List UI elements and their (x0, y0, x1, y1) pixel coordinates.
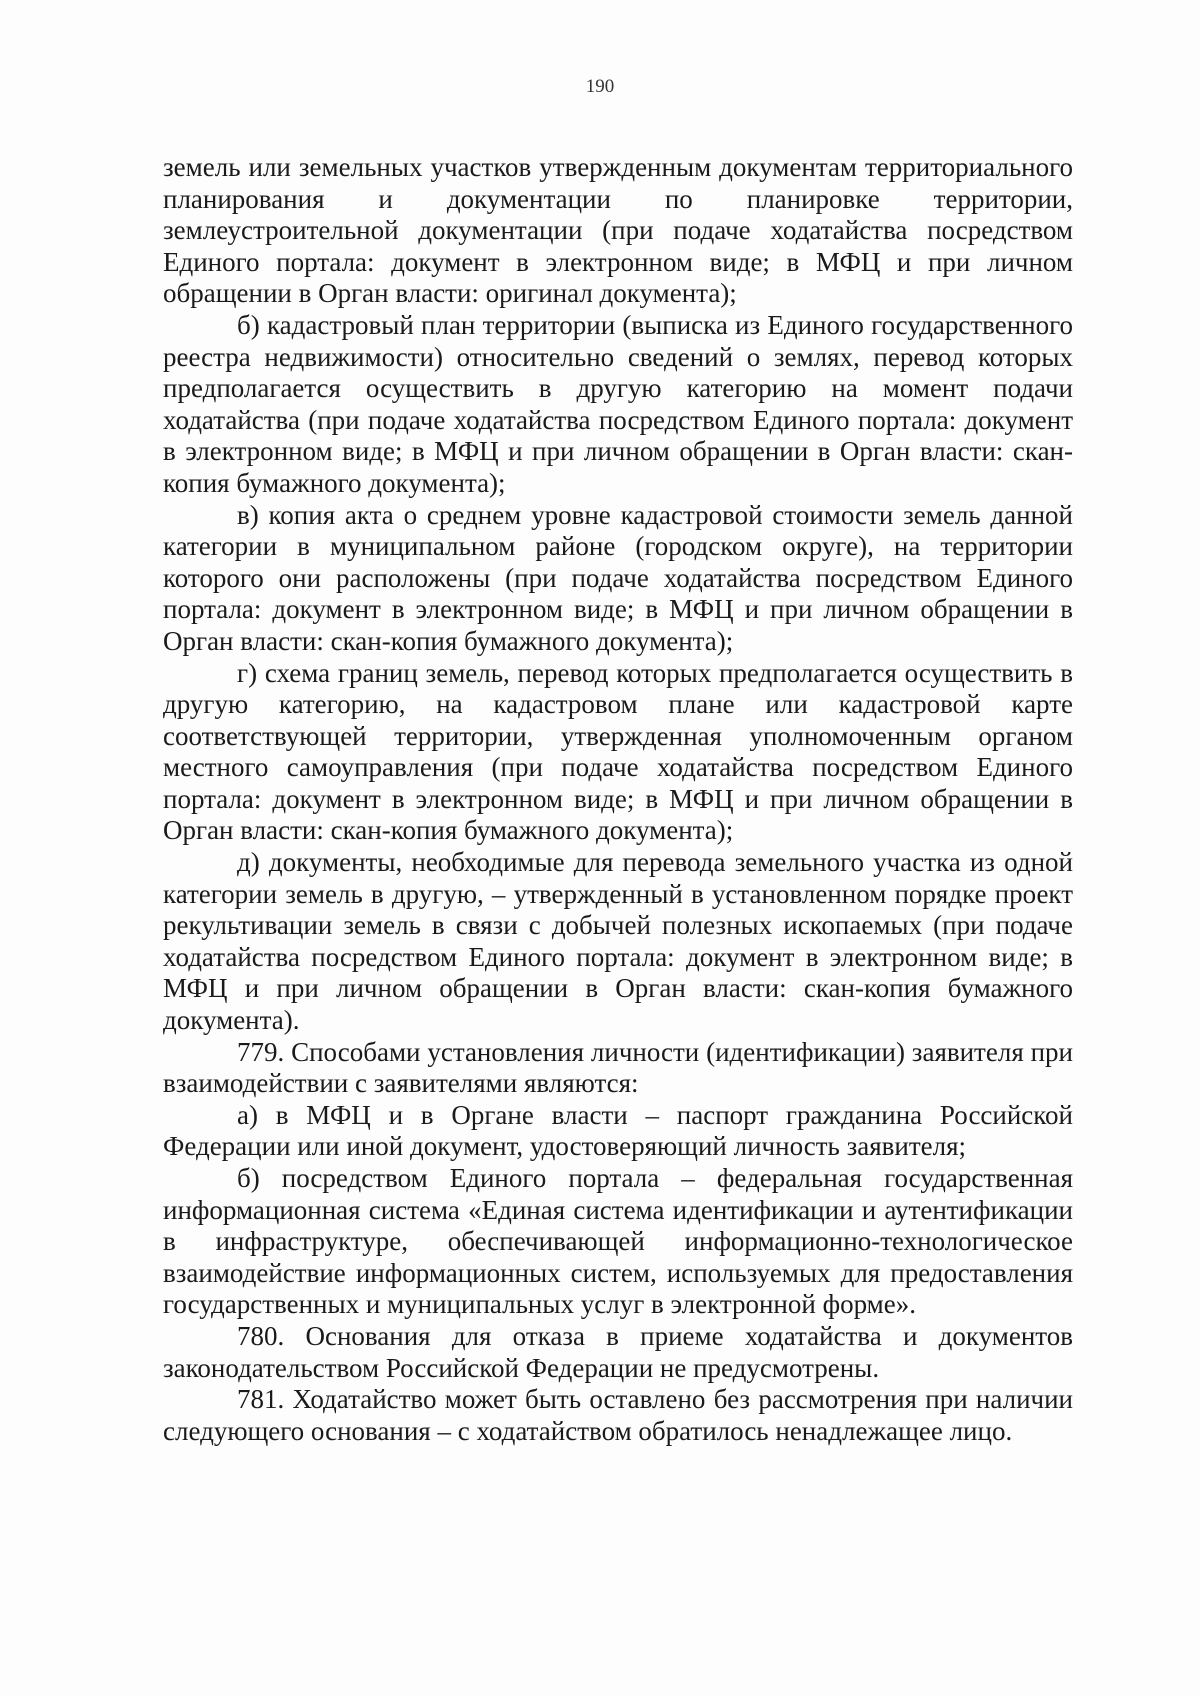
paragraph-item-v: в) копия акта о среднем уровне кадастровой стоимости земель данной категории в муниципальном районе (городском округе), на территории которого они расположены (при подаче ходатайства посредством Единого портала: документ в электронном виде; в МФЦ и при личном обращении в Орган власти: скан-копия бумажного документа); (163, 499, 1073, 656)
paragraph-779-item-a: а) в МФЦ и в Органе власти – паспорт гражданина Российской Федерации или иной документ, удостоверяющий личность заявителя; (163, 1099, 1073, 1162)
paragraph-item-d: д) документы, необходимые для перевода земельного участка из одной категории земель в другую, – утвержденный в установленном порядке проект рекультивации земель в связи с добычей полезных ископаемых (при подаче ходатайства посредством Единого портала: документ в электронном виде; в МФЦ и при личном обращении в Орган власти: скан-копия бумажного документа). (163, 847, 1073, 1036)
document-body (163, 152, 1073, 1447)
paragraph-item-g: г) схема границ земель, перевод которых предполагается осуществить в другую категорию, на кадастровом плане или кадастровой карте соответствующей территории, утвержденная уполномоченным органом местного самоуправления (при подаче ходатайства посредством Единого портала: документ в электронном виде; в МФЦ и при личном обращении в Орган власти: скан-копия бумажного документа); (163, 657, 1073, 846)
paragraph-779-item-b: б) посредством Единого портала – федеральная государственная информационная система «Единая система идентификации и аутентификации в инфраструктуре, обеспечивающей информационно-технологическое взаимодействие информационных систем, используемых для предоставления государственных и муниципальных услуг в электронной форме». (163, 1163, 1073, 1320)
paragraph-781: 781. Ходатайство может быть оставлено без рассмотрения при наличии следующего основания – с ходатайством обратилось ненадлежащее лицо. (163, 1384, 1073, 1446)
paragraph-779: 779. Способами установления личности (идентификации) заявителя при взаимодействии с заявителями являются: (163, 1036, 1073, 1099)
page-number: 190 (585, 76, 615, 97)
paragraph-780: 780. Основания для отказа в приеме ходатайства и документов законодательством Российской Федерации не предусмотрены. (163, 1320, 1073, 1383)
paragraph-continuation: земель или земельных участков утвержденным документам территориального планирования и документации по планировке территории, землеустроительной документации (при подаче ходатайства посредством Единого портала: документ в электронном виде; в МФЦ и при личном обращении в Орган власти: оригинал документа); (163, 152, 1073, 309)
paragraph-item-b: б) кадастровый план территории (выписка из Единого государственного реестра недвижимости) относительно сведений о землях, перевод которых предполагается осуществить в другую категорию на момент подачи ходатайства (при подаче ходатайства посредством Единого портала: документ в электронном виде; в МФЦ и при личном обращении в Орган власти: скан-копия бумажного документа); (163, 309, 1073, 498)
